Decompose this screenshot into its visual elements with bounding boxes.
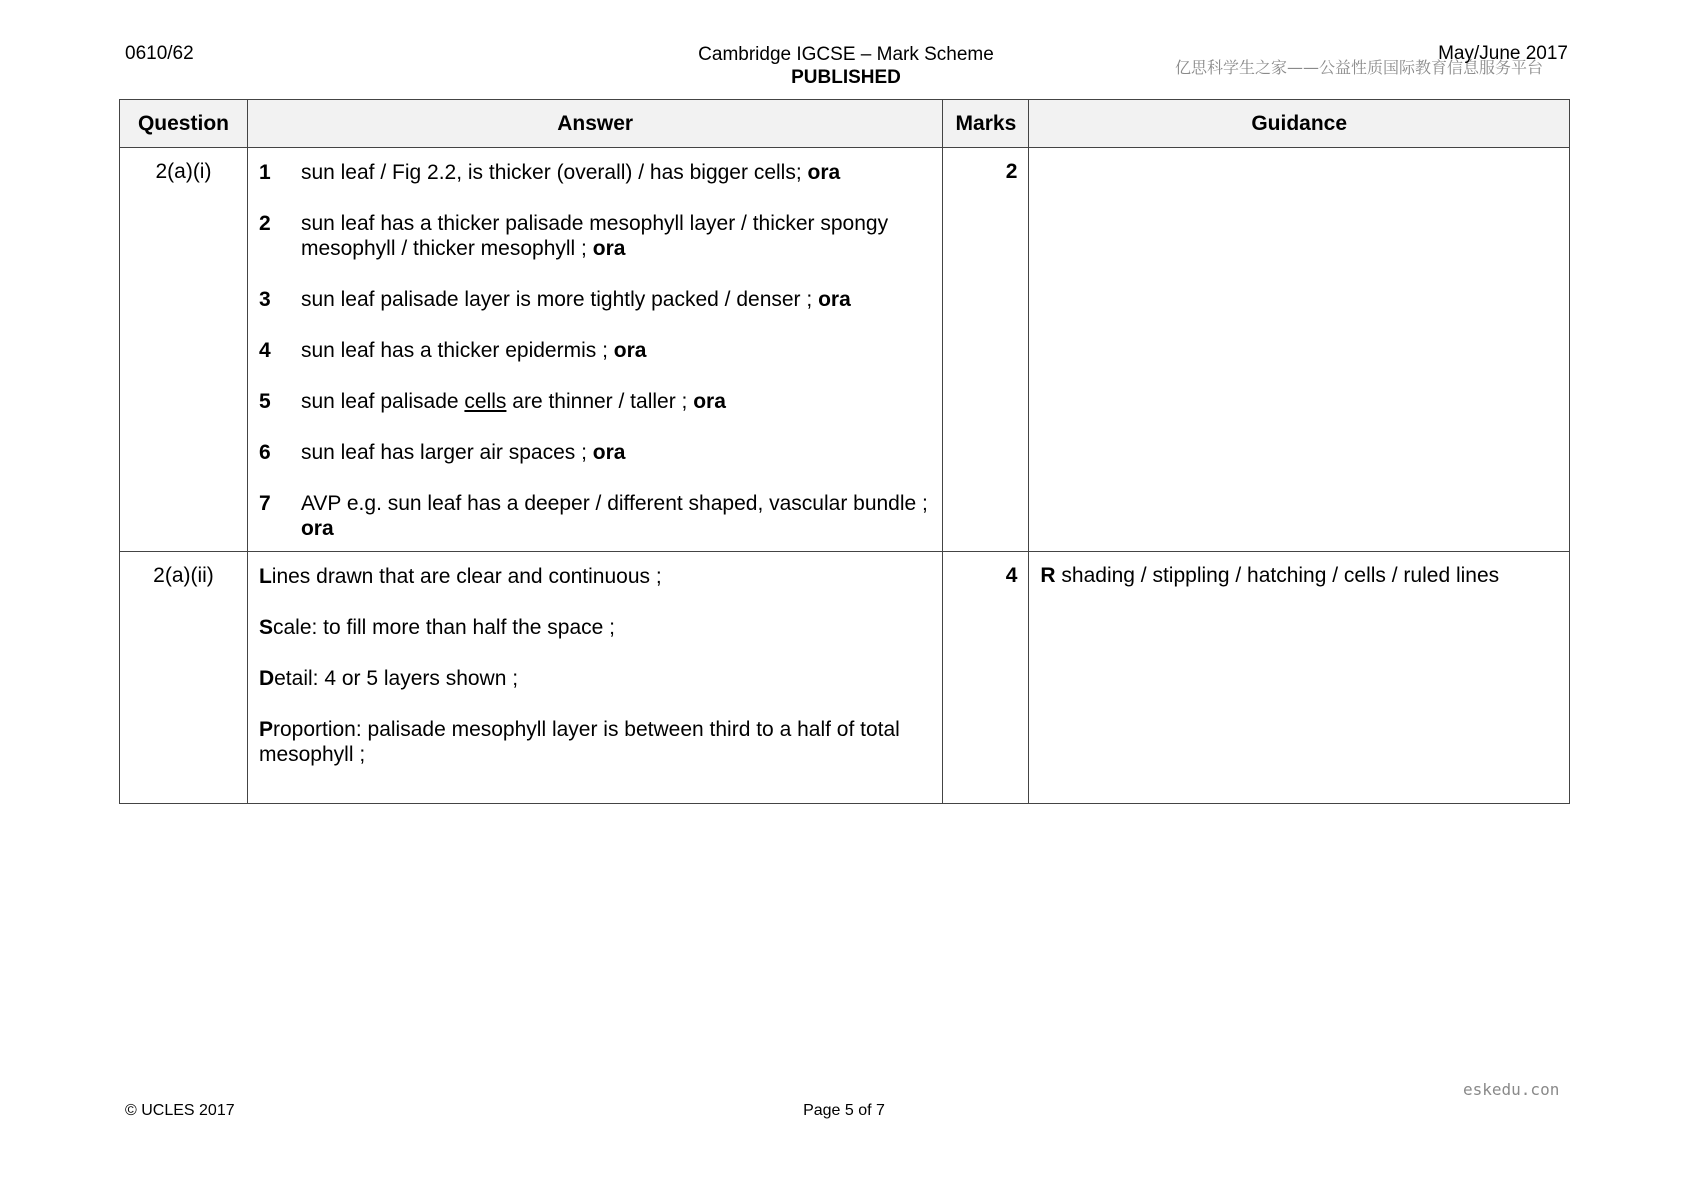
marks-value: 2 [943,148,1029,552]
header-answer: Answer [247,100,942,148]
mark-scheme-table [119,99,1570,804]
item-text: sun leaf / Fig 2.2, is thicker (overall) / has bigger cells; ora [300,161,841,184]
answer-item [259,211,932,261]
answer-item [259,338,932,363]
paper-code: 0610/62 [125,43,194,64]
answer-item [259,389,932,414]
item-number: 6 [258,441,271,464]
answer-item [259,491,932,541]
item-number: 7 [258,492,271,515]
title-text: Cambridge IGCSE – Mark Scheme [698,44,994,65]
item-number: 1 [258,161,271,184]
document-title [600,43,1092,89]
answer-item [259,287,932,312]
header-marks: Marks [943,100,1029,148]
item-number: 3 [258,288,271,311]
answer-paragraph: Lines drawn that are clear and continuous ; [258,565,662,588]
item-text: AVP e.g. sun leaf has a deeper / different shaped, vascular bundle ; ora [300,492,928,540]
item-text: sun leaf palisade cells are thinner / taller ; ora [300,390,726,413]
guidance-cell [1029,552,1570,804]
answer-paragraph: Detail: 4 or 5 layers shown ; [258,667,519,690]
answer-item [259,440,932,465]
answer-cell [247,552,942,804]
guidance-text: shading / stippling / hatching / cells / ruled lines [1061,564,1500,587]
item-text: sun leaf has larger air spaces ; ora [300,441,626,464]
item-text: sun leaf has a thicker palisade mesophyll layer / thicker spongy mesophyll / thicker mesophyll ; ora [300,212,889,260]
header-guidance: Guidance [1029,100,1570,148]
page-number: Page 5 of 7 [803,1102,885,1119]
answer-paragraph: Scale: to fill more than half the space ; [258,616,615,639]
table-row [120,552,1570,804]
watermark-chinese: 亿思科学生之家——公益性质国际教育信息服务平台 [1175,58,1544,77]
answer-item [259,160,932,185]
copyright: © UCLES 2017 [125,1102,235,1119]
item-text: sun leaf has a thicker epidermis ; ora [300,339,647,362]
watermark-site: eskedu.con [1463,1080,1560,1099]
status-label: PUBLISHED [791,67,901,88]
item-number: 2 [258,212,271,235]
item-number: 5 [258,390,271,413]
answer-cell [247,148,942,552]
table-row [120,148,1570,552]
marks-value: 4 [943,552,1029,804]
table-header-row [120,100,1570,148]
guidance-cell [1029,148,1570,552]
guidance-reject-marker: R [1040,564,1056,587]
question-number: 2(a)(ii) [120,552,248,804]
exam-session: May/June 2017 [1438,43,1568,64]
item-text: sun leaf palisade layer is more tightly packed / denser ; ora [300,288,851,311]
header-question: Question [120,100,248,148]
question-number: 2(a)(i) [120,148,248,552]
answer-paragraph: Proportion: palisade mesophyll layer is between third to a half of total mesophyll ; [258,718,900,766]
item-number: 4 [258,339,271,362]
